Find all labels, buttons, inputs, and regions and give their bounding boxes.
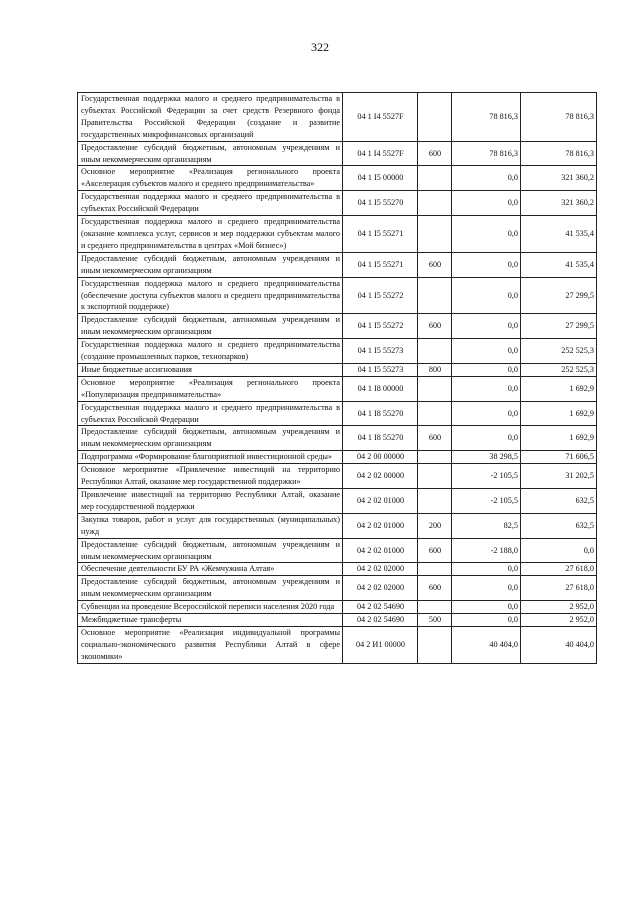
expense-name-cell: Обеспечение деятельности БУ РА «Жемчужина Алтая» — [78, 563, 343, 576]
amount-total-cell: 71 606,5 — [521, 451, 597, 464]
table-row — [78, 401, 597, 426]
expense-name-cell: Закупка товаров, работ и услуг для государственных (муниципальных) нужд — [78, 513, 343, 538]
expense-name-cell: Предоставление субсидий бюджетным, автономным учреждениям и иным некоммерческим организациям — [78, 141, 343, 166]
expense-name-cell: Основное мероприятие «Реализация регионального проекта «Популяризация предпринимательства» — [78, 376, 343, 401]
target-code-cell: 04 1 I5 55273 — [343, 363, 418, 376]
table-row — [78, 252, 597, 277]
amount-change-cell: 0,0 — [452, 376, 521, 401]
amount-change-cell: 0,0 — [452, 166, 521, 191]
budget-table-body — [78, 93, 597, 664]
amount-change-cell: 38 298,5 — [452, 451, 521, 464]
table-row — [78, 489, 597, 514]
expense-type-cell: 600 — [418, 576, 452, 601]
table-row — [78, 601, 597, 614]
table-row — [78, 363, 597, 376]
amount-total-cell: 2 952,0 — [521, 601, 597, 614]
table-row — [78, 376, 597, 401]
table-row — [78, 538, 597, 563]
expense-name-cell: Государственная поддержка малого и среднего предпринимательства в субъектах Российской Федерации — [78, 191, 343, 216]
expense-name-cell: Основное мероприятие «Привлечение инвестиций на территорию Республики Алтай, оказание мер государственной поддержки» — [78, 464, 343, 489]
amount-change-cell: 0,0 — [452, 252, 521, 277]
amount-total-cell: 31 202,5 — [521, 464, 597, 489]
expense-type-cell — [418, 601, 452, 614]
expense-type-cell: 800 — [418, 363, 452, 376]
target-code-cell: 04 1 I5 55270 — [343, 191, 418, 216]
expense-type-cell — [418, 339, 452, 364]
amount-change-cell: 0,0 — [452, 576, 521, 601]
expense-name-cell: Подпрограмма «Формирование благоприятной инвестиционной среды» — [78, 451, 343, 464]
expense-type-cell: 500 — [418, 614, 452, 627]
expense-type-cell — [418, 489, 452, 514]
table-row — [78, 191, 597, 216]
target-code-cell: 04 2 02 02000 — [343, 563, 418, 576]
amount-total-cell: 1 692,9 — [521, 401, 597, 426]
target-code-cell: 04 2 00 00000 — [343, 451, 418, 464]
amount-change-cell: 0,0 — [452, 216, 521, 253]
expense-name-cell: Основное мероприятие «Реализация регионального проекта «Акселерация субъектов малого и среднего предпринимательства» — [78, 166, 343, 191]
page-number: 322 — [311, 40, 329, 54]
expense-type-cell — [418, 626, 452, 663]
target-code-cell: 04 1 I5 55273 — [343, 339, 418, 364]
target-code-cell: 04 1 I5 55272 — [343, 314, 418, 339]
expense-name-cell: Межбюджетные трансферты — [78, 614, 343, 627]
amount-change-cell: 0,0 — [452, 363, 521, 376]
target-code-cell: 04 1 I5 55271 — [343, 252, 418, 277]
expense-type-cell: 600 — [418, 314, 452, 339]
table-row — [78, 339, 597, 364]
amount-total-cell: 321 360,2 — [521, 166, 597, 191]
table-row — [78, 451, 597, 464]
expense-name-cell: Иные бюджетные ассигнования — [78, 363, 343, 376]
target-code-cell: 04 1 I8 55270 — [343, 401, 418, 426]
amount-change-cell: 78 816,3 — [452, 93, 521, 142]
amount-change-cell: 0,0 — [452, 563, 521, 576]
target-code-cell: 04 2 02 00000 — [343, 464, 418, 489]
amount-total-cell: 1 692,9 — [521, 376, 597, 401]
amount-total-cell: 41 535,4 — [521, 216, 597, 253]
target-code-cell: 04 2 02 02000 — [343, 576, 418, 601]
table-row — [78, 426, 597, 451]
expense-type-cell — [418, 277, 452, 314]
table-row — [78, 277, 597, 314]
expense-type-cell — [418, 191, 452, 216]
amount-total-cell: 41 535,4 — [521, 252, 597, 277]
expense-name-cell: Государственная поддержка малого и среднего предпринимательства (обеспечение доступа субъектов малого и среднего предпринимательства к экспортной поддержке) — [78, 277, 343, 314]
expense-type-cell — [418, 563, 452, 576]
amount-total-cell: 321 360,2 — [521, 191, 597, 216]
expense-name-cell: Предоставление субсидий бюджетным, автономным учреждениям и иным некоммерческим организациям — [78, 576, 343, 601]
expense-type-cell: 600 — [418, 252, 452, 277]
table-row — [78, 314, 597, 339]
amount-change-cell: 40 404,0 — [452, 626, 521, 663]
expense-type-cell — [418, 216, 452, 253]
table-row — [78, 614, 597, 627]
target-code-cell: 04 1 I8 00000 — [343, 376, 418, 401]
amount-total-cell: 27 618,0 — [521, 563, 597, 576]
amount-change-cell: 0,0 — [452, 339, 521, 364]
expense-name-cell: Предоставление субсидий бюджетным, автономным учреждениям и иным некоммерческим организациям — [78, 538, 343, 563]
table-row — [78, 141, 597, 166]
amount-change-cell: 0,0 — [452, 401, 521, 426]
table-row — [78, 576, 597, 601]
amount-total-cell: 78 816,3 — [521, 141, 597, 166]
target-code-cell: 04 2 02 54690 — [343, 601, 418, 614]
table-row — [78, 93, 597, 142]
amount-change-cell: -2 105,5 — [452, 464, 521, 489]
amount-total-cell: 78 816,3 — [521, 93, 597, 142]
table-row — [78, 626, 597, 663]
amount-total-cell: 40 404,0 — [521, 626, 597, 663]
budget-table — [77, 92, 597, 664]
amount-total-cell: 27 299,5 — [521, 314, 597, 339]
expense-type-cell — [418, 451, 452, 464]
amount-change-cell: 78 816,3 — [452, 141, 521, 166]
expense-type-cell — [418, 376, 452, 401]
expense-type-cell: 600 — [418, 141, 452, 166]
expense-name-cell: Субвенции на проведение Всероссийской переписи населения 2020 года — [78, 601, 343, 614]
amount-total-cell: 27 299,5 — [521, 277, 597, 314]
amount-total-cell: 0,0 — [521, 538, 597, 563]
amount-change-cell: -2 105,5 — [452, 489, 521, 514]
table-row — [78, 216, 597, 253]
table-row — [78, 464, 597, 489]
expense-name-cell: Предоставление субсидий бюджетным, автономным учреждениям и иным некоммерческим организациям — [78, 252, 343, 277]
expense-name-cell: Государственная поддержка малого и среднего предпринимательства в субъектах Российской Федерации — [78, 401, 343, 426]
target-code-cell: 04 1 I8 55270 — [343, 426, 418, 451]
target-code-cell: 04 1 I5 55271 — [343, 216, 418, 253]
expense-type-cell — [418, 464, 452, 489]
target-code-cell: 04 2 02 54690 — [343, 614, 418, 627]
target-code-cell: 04 1 I4 5527F — [343, 93, 418, 142]
expense-name-cell: Предоставление субсидий бюджетным, автономным учреждениям и иным некоммерческим организациям — [78, 426, 343, 451]
amount-total-cell: 2 952,0 — [521, 614, 597, 627]
amount-total-cell: 1 692,9 — [521, 426, 597, 451]
amount-change-cell: -2 188,0 — [452, 538, 521, 563]
target-code-cell: 04 1 I5 00000 — [343, 166, 418, 191]
amount-total-cell: 252 525,3 — [521, 339, 597, 364]
expense-type-cell: 600 — [418, 426, 452, 451]
amount-total-cell: 632,5 — [521, 513, 597, 538]
table-row — [78, 513, 597, 538]
amount-total-cell: 27 618,0 — [521, 576, 597, 601]
expense-name-cell: Предоставление субсидий бюджетным, автономным учреждениям и иным некоммерческим организациям — [78, 314, 343, 339]
amount-change-cell: 0,0 — [452, 314, 521, 339]
expense-type-cell — [418, 93, 452, 142]
amount-total-cell: 252 525,3 — [521, 363, 597, 376]
amount-change-cell: 0,0 — [452, 601, 521, 614]
amount-change-cell: 0,0 — [452, 191, 521, 216]
amount-change-cell: 0,0 — [452, 277, 521, 314]
target-code-cell: 04 2 02 01000 — [343, 538, 418, 563]
amount-change-cell: 0,0 — [452, 426, 521, 451]
target-code-cell: 04 1 I5 55272 — [343, 277, 418, 314]
expense-type-cell — [418, 166, 452, 191]
amount-total-cell: 632,5 — [521, 489, 597, 514]
target-code-cell: 04 1 I4 5527F — [343, 141, 418, 166]
table-row — [78, 166, 597, 191]
target-code-cell: 04 2 02 01000 — [343, 489, 418, 514]
target-code-cell: 04 2 И1 00000 — [343, 626, 418, 663]
expense-type-cell — [418, 401, 452, 426]
expense-type-cell: 200 — [418, 513, 452, 538]
expense-name-cell: Привлечение инвестиций на территорию Республики Алтай, оказание мер государственной поддержки — [78, 489, 343, 514]
expense-name-cell: Государственная поддержка малого и среднего предпринимательства (оказание комплекса услуг, сервисов и мер поддержки субъектам малого и среднего предпринимательства в центрах «Мой бизнес») — [78, 216, 343, 253]
table-row — [78, 563, 597, 576]
amount-change-cell: 82,5 — [452, 513, 521, 538]
expense-name-cell: Государственная поддержка малого и среднего предпринимательства (создание промышленных парков, технопарков) — [78, 339, 343, 364]
target-code-cell: 04 2 02 01000 — [343, 513, 418, 538]
amount-change-cell: 0,0 — [452, 614, 521, 627]
expense-type-cell: 600 — [418, 538, 452, 563]
expense-name-cell: Государственная поддержка малого и среднего предпринимательства в субъектах Российской Федерации за счет средств Резервного фонда Правительства Российской Федерации (создание и развитие государственных микрофинансовых организаций — [78, 93, 343, 142]
expense-name-cell: Основное мероприятие «Реализация индивидуальной программы социально-экономического развития Республики Алтай в сфере экономики» — [78, 626, 343, 663]
